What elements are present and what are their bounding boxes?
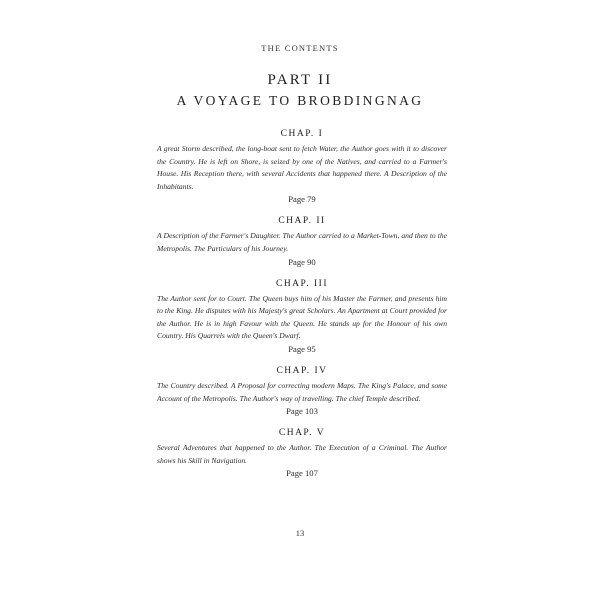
- part-title: PART II: [267, 72, 333, 88]
- chapter-heading: CHAP. V: [278, 428, 326, 439]
- chapter-heading: CHAP. I: [280, 129, 324, 139]
- chapter-description: A great Storm described, the long-boat sent to fetch Water, the Author goes with it to discover the Country. He is left on Shore, is seized by one of the Natives, and carried to a Farmer's House. His Reception there, with several Accidents that happened there. A Description of the Inhabitants.: [157, 144, 447, 191]
- chapter-heading: CHAP. III: [275, 278, 329, 289]
- chapter-entry: [157, 127, 447, 206]
- chapter-page-ref: Page 95: [288, 343, 316, 354]
- chapter-description: The Author sent for to Court. The Queen buys him of his Master the Farmer, and presents him to the King. He disputes with his Majesty's great Scholars. An Apartment at Court provided for the Author. He is in high Favour with the Queen. He stands up for the Honour of his own Country. His Quarrels with the Queen's Dwarf.: [157, 293, 447, 341]
- chapter-description: The Country described. A Proposal for correcting modern Maps. The King's Palace, and some Account of the Metropolis. The Author's way of travelling. The chief Temple described.: [157, 380, 447, 403]
- running-head: THE CONTENTS: [261, 43, 339, 53]
- chapter-heading: CHAP. IV: [276, 365, 328, 376]
- chapter-page-ref: Page 90: [288, 256, 316, 267]
- chapter-description: Several Adventures that happened to the Author. The Execution of a Criminal. The Author shows his Skill in Navigation.: [157, 443, 447, 465]
- chapter-entry: [157, 364, 447, 418]
- chapter-page-ref: Page 103: [286, 406, 318, 417]
- chapter-page-ref: Page 79: [288, 194, 316, 205]
- chapter-entry: [157, 214, 447, 268]
- chapter-description: A Description of the Farmer's Daughter. The Author carried to a Market-Town, and then to the Metropolis. The Particulars of his Journey.: [157, 231, 447, 253]
- chapter-page-ref: Page 107: [286, 468, 318, 479]
- chapter-entry: [157, 277, 447, 356]
- chapter-heading: CHAP. II: [278, 216, 326, 227]
- chapter-entry: [157, 426, 447, 480]
- page-number: 13: [295, 528, 305, 538]
- part-subtitle: A VOYAGE TO BROBDINGNAG: [176, 93, 424, 108]
- chapter-list: [157, 127, 447, 488]
